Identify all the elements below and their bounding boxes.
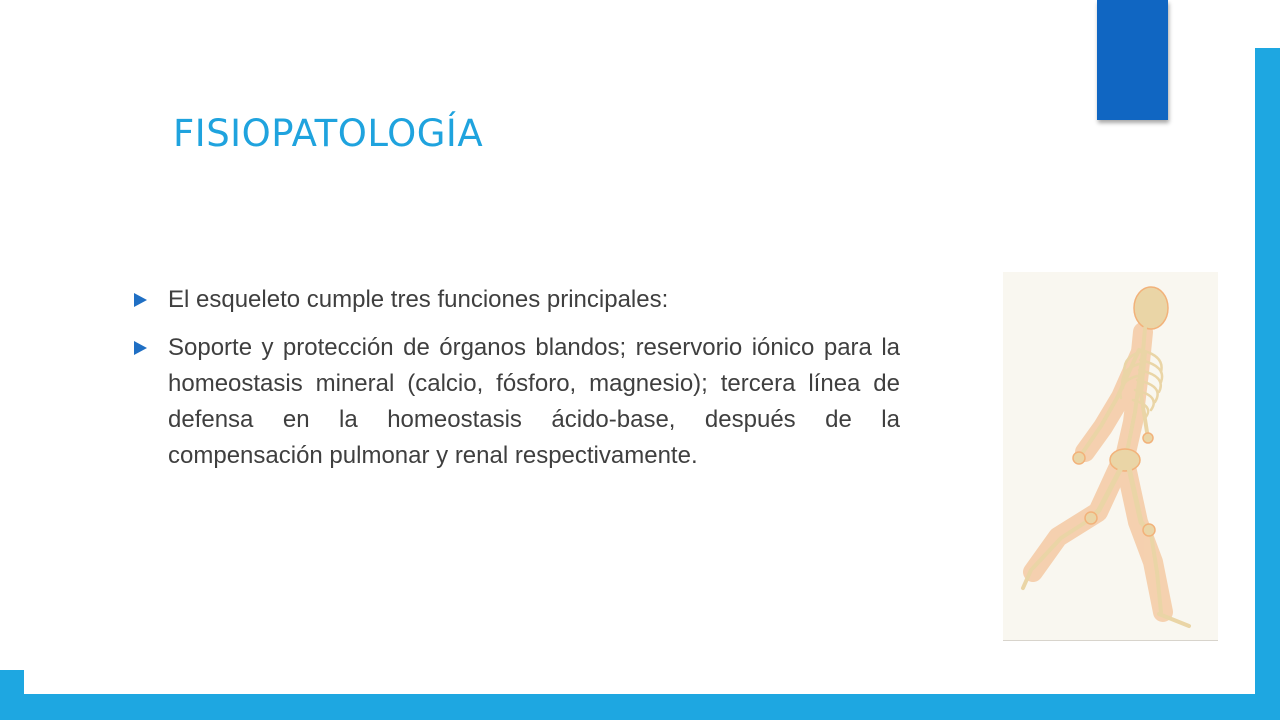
bullet-item [134, 330, 900, 474]
frame-bottom-bar [0, 694, 1280, 720]
bullet-item [134, 282, 900, 318]
frame-left-tab [0, 670, 24, 694]
bullet-text: Soporte y protección de órganos blandos; reservorio iónico para la homeostasis mineral (calcio, fósforo, magnesio); tercera línea de defensa en la homeostasis ácido-base, después de la compensación pulmonar y renal respectivamente. [168, 334, 900, 469]
bullet-list [134, 282, 900, 486]
accent-block [1097, 0, 1168, 120]
skeleton-image [1003, 272, 1218, 641]
frame-right-bar [1255, 48, 1280, 720]
bullet-arrow-icon [134, 341, 147, 355]
slide-title: FISIOPATOLOGÍA [173, 112, 484, 155]
bullet-arrow-icon [134, 293, 147, 307]
bullet-text: El esqueleto cumple tres funciones principales: [168, 286, 669, 313]
skeleton-walking-illustration [1003, 272, 1218, 640]
